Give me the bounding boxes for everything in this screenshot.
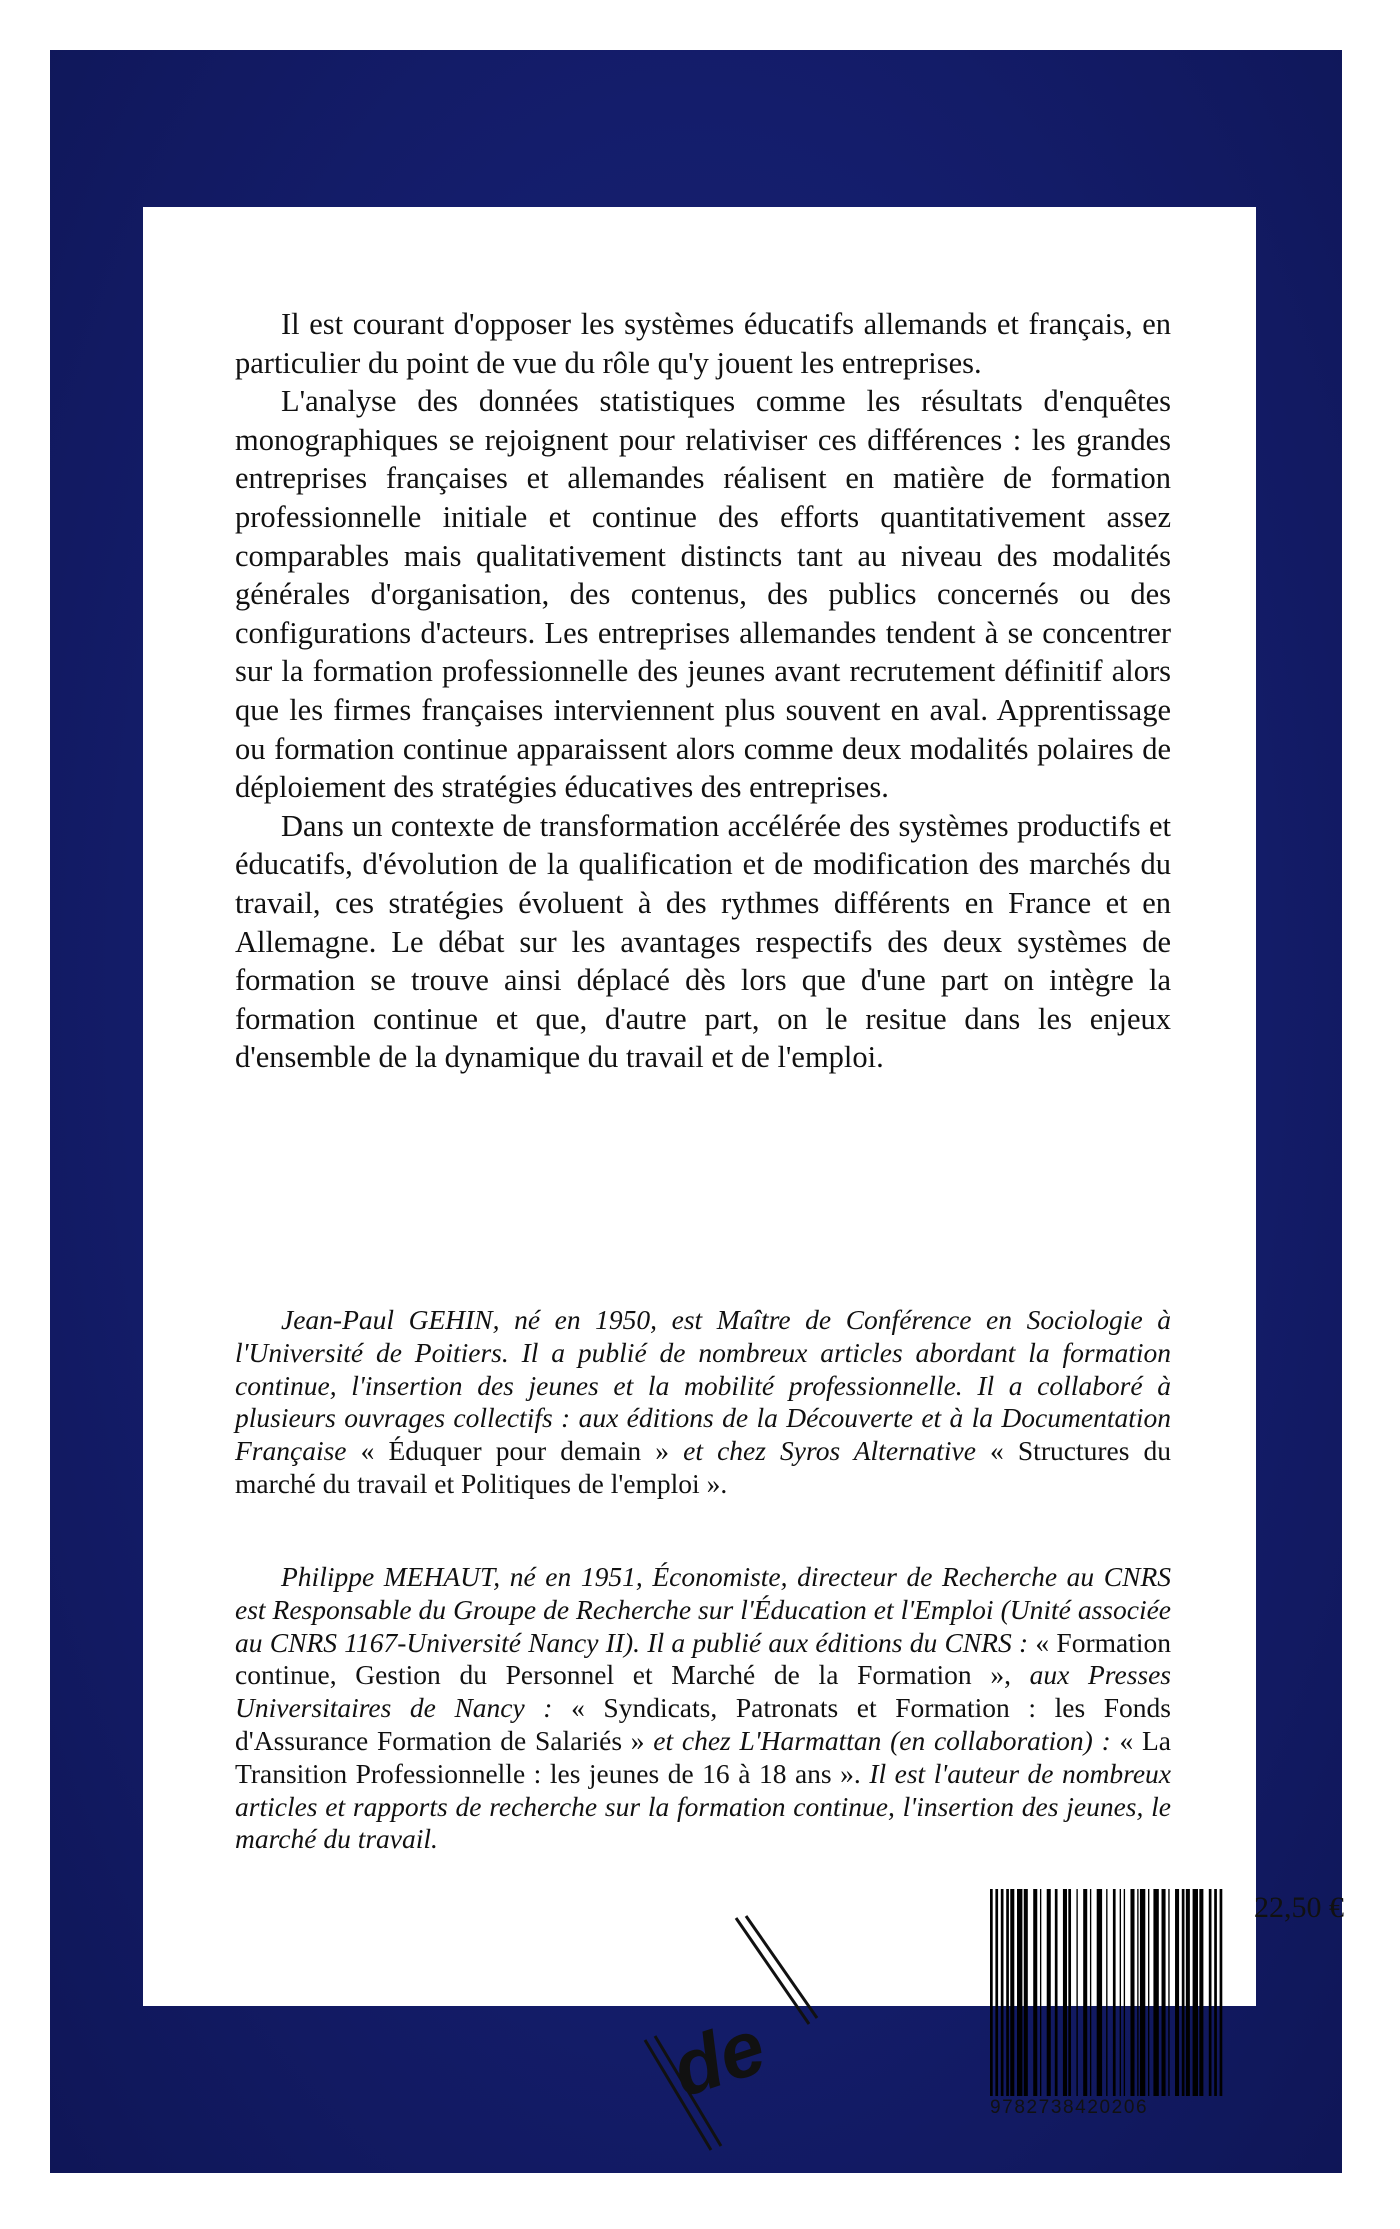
barcode-bar [1063, 1889, 1067, 2096]
barcode-bar [1010, 1889, 1014, 2096]
barcode-bar [1168, 1889, 1169, 2096]
author-bio-mehaut [235, 1561, 1171, 1856]
bio-mehaut-italic-1: Philippe MEHAUT, né en 1951, Économiste, directeur de Recherche au CNRS est Responsable du Groupe de Recherche sur l'Éducation et l'Emploi (Unité associée au CNRS 1167-Université Nancy II). Il a publié aux éditions du CNRS : [235, 1561, 1171, 1658]
barcode-bar [1076, 1889, 1077, 2096]
bio-mehaut-title-2: « Syndicats, Patronats et Formation : les Fonds d'Assurance Formation de Salariés » [235, 1692, 1171, 1756]
white-text-panel [143, 207, 1344, 2118]
publisher-logo [641, 1914, 821, 2154]
barcode-bar [1137, 1889, 1138, 2096]
book-back-cover [50, 50, 1342, 2173]
barcode-bar [1148, 1889, 1149, 2096]
barcode-bar [1047, 1889, 1051, 2096]
barcode-bar [1083, 1889, 1087, 2096]
bio-mehaut-italic-2: aux Presses Universitaires de Nancy : [235, 1659, 1171, 1724]
barcode-bar [1153, 1889, 1158, 2096]
barcode-bar [1175, 1889, 1179, 2096]
author-bio-gehin [235, 1304, 1171, 1501]
barcode-bar [1130, 1889, 1134, 2096]
barcode-bar [1068, 1889, 1071, 2096]
barcode-bar [1182, 1889, 1185, 2096]
price: 22,50 € [1254, 1891, 1344, 1924]
barcode-bars [990, 1889, 1225, 2096]
summary-paragraph-1: Il est courant d'opposer les systèmes éducatifs allemands et français, en particulier du point de vue du rôle qu'y jouent les entreprises. [235, 307, 1171, 380]
barcode-bar [1120, 1889, 1121, 2096]
bio-gehin-title-2: « Structures du marché du travail et Politiques de l'emploi ». [235, 1435, 1171, 1499]
bio-mehaut-title-3: « La Transition Professionnelle : les jeunes de 16 à 18 ans ». [235, 1724, 1171, 1789]
barcode-bar [1006, 1889, 1009, 2096]
barcode-bar [1113, 1889, 1116, 2096]
barcode-bar [1220, 1889, 1223, 2096]
bio-gehin-title-1: « Éduquer pour demain » [346, 1435, 684, 1467]
barcode-bar [1209, 1889, 1212, 2096]
bio-gehin-italic-1: Jean-Paul GEHIN, né en 1950, est Maître de Conférence en Sociologie à l'Université de Poitiers. Il a publié de nombreux articles abordant la formation continue, l'insertion des jeunes et la mobilité professionnelle. Il a collaboré à plusieurs ouvrages collectifs : aux éditions de la Découverte et à la Documentation Française [235, 1304, 1171, 1467]
barcode-bar [1140, 1889, 1145, 2096]
barcode-bar [995, 1889, 998, 2096]
barcode-bar [1017, 1889, 1022, 2096]
barcode-bar [1124, 1889, 1125, 2096]
summary-paragraph-3: Dans un contexte de transformation accélérée des systèmes productifs et éducatifs, d'évolution de la qualification et de modification des marchés du travail, ces stratégies évoluent à des rythmes différents en France et en Allemagne. Le débat sur les avantages respectifs des deux systèmes de formation se trouve ainsi déplacé dès lors que d'une part on intègre la formation continue et que, d'autre part, on le resitue dans les enjeux d'ensemble de la dynamique du travail et de l'emploi. [235, 808, 1171, 1075]
barcode-bar [1186, 1889, 1190, 2096]
barcode-bar [1001, 1889, 1004, 2096]
publisher-logo-text: de [661, 2001, 776, 2114]
barcode [990, 1889, 1225, 2096]
barcode-bar [1090, 1889, 1091, 2096]
isbn-number: 9782738420206 [990, 2097, 1149, 2118]
barcode-bar [1193, 1889, 1198, 2096]
barcode-bar [1106, 1889, 1107, 2096]
barcode-bar [990, 1889, 993, 2096]
bio-mehaut-italic-4: Il est l'auteur de nombreux articles et rapports de recherche sur la formation continue, l'insertion des jeunes, le marché du travail. [235, 1757, 1171, 1855]
summary-paragraph-2: L'analyse des données statistiques comme les résultats d'enquêtes monographiques se rejoignent pour relativiser ces différences : les grandes entreprises françaises et allemandes réalisent en matière de formation professionnelle initiale et continue des efforts quantitativement assez comparables mais qualitativement distincts tant au niveau des modalités générales d'organisation, des contenus, des publics concernés ou des configurations d'acteurs. Les entreprises allemandes tendent à se concentrer sur la formation professionnelle des jeunes avant recrutement définitif alors que les firmes françaises interviennent plus souvent en aval. Apprentissage ou formation continue apparaissent alors comme deux modalités polaires de déploiement des stratégies éducatives des entreprises. [235, 384, 1171, 805]
barcode-bar [1199, 1889, 1203, 2096]
summary-text [235, 305, 1171, 1077]
barcode-bar [1024, 1889, 1028, 2096]
barcode-bar [1040, 1889, 1041, 2096]
barcode-bar [1097, 1889, 1102, 2096]
barcode-bar [1055, 1889, 1058, 2096]
barcode-bar [1162, 1889, 1166, 2096]
bio-mehaut-title-1: « Formation continue, Gestion du Personnel et Marché de la Formation », [235, 1626, 1171, 1691]
bio-gehin-italic-2: et chez Syros Alternative [683, 1435, 976, 1467]
barcode-bar [1214, 1889, 1217, 2096]
bio-mehaut-italic-3: et chez L'Harmattan (en collaboration) : [653, 1724, 1111, 1756]
barcode-bar [1033, 1889, 1037, 2096]
